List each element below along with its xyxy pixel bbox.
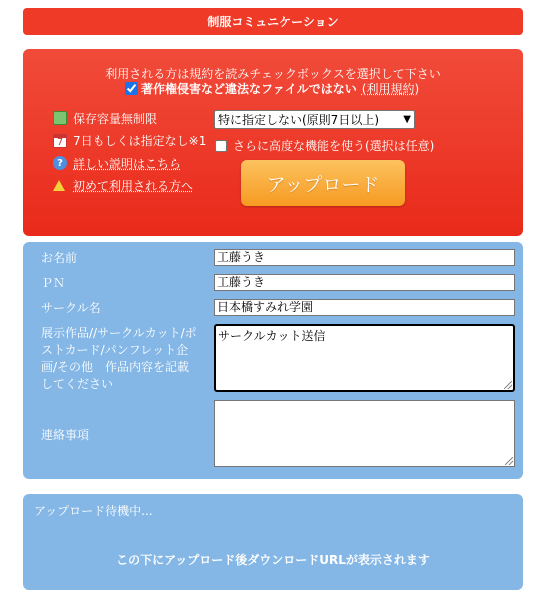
disk-icon	[53, 111, 67, 125]
agree-checkbox[interactable]	[125, 82, 138, 95]
feature-links	[53, 107, 228, 197]
details-link[interactable]: 詳しい説明はこちら	[73, 156, 182, 171]
advanced-checkbox[interactable]	[215, 140, 227, 152]
terms-link[interactable]: (利用規約)	[361, 82, 420, 96]
name-label: お名前	[41, 251, 78, 265]
chevron-down-icon: ▼	[403, 114, 411, 125]
name-input[interactable]: 工藤うき	[214, 249, 515, 266]
upload-status: アップロード待機中...	[34, 504, 153, 518]
retention-period-select[interactable]	[214, 110, 415, 129]
resize-grip[interactable]	[504, 381, 512, 389]
page-title: 制服コミュニケーション	[23, 8, 523, 35]
advanced-options-row	[215, 137, 434, 154]
agree-row	[125, 80, 419, 97]
download-url-note: この下にアップロード後ダウンロードURLが表示されます	[116, 553, 430, 567]
first-time-link-row[interactable]	[53, 175, 228, 198]
terms-notice: 利用される方は規約を読みチェックボックスを選択して下さい	[105, 67, 441, 81]
retention-label: 7日もしくは指定なし※1	[73, 134, 207, 149]
resize-grip[interactable]	[505, 457, 513, 465]
contact-label: 連絡事項	[41, 428, 90, 442]
works-label: 展示作品//サークルカット/ポストカード/パンフレット企画/その他 作品内容を記載してください	[41, 326, 197, 391]
details-link-row[interactable]	[53, 152, 228, 175]
storage-info	[53, 107, 228, 130]
upload-button[interactable]: アップロード	[241, 160, 405, 206]
upload-status-panel	[23, 494, 523, 590]
contact-textarea[interactable]	[214, 400, 515, 467]
advanced-label[interactable]: さらに高度な機能を使う(選択は任意)	[233, 139, 435, 153]
retention-info	[53, 130, 228, 153]
works-textarea[interactable]	[214, 324, 515, 392]
circle-label: サークル名	[41, 301, 101, 315]
works-value: サークルカット送信	[218, 329, 326, 343]
upload-panel	[23, 49, 523, 236]
circle-input[interactable]: 日本橋すみれ学園	[214, 299, 515, 316]
first-time-link[interactable]: 初めて利用される方へ	[73, 179, 194, 194]
calendar-icon: 7	[53, 134, 67, 148]
agree-label[interactable]: 著作権侵害など違法なファイルではない	[141, 82, 357, 96]
retention-period-value: 特に指定しない(原則7日以上)	[218, 113, 379, 127]
storage-label: 保存容量無制限	[73, 111, 158, 126]
pn-input[interactable]: 工藤うき	[214, 274, 515, 291]
pn-label: ＰＮ	[41, 276, 66, 290]
help-icon: ?	[53, 156, 67, 170]
submission-form	[23, 242, 523, 479]
warning-icon	[53, 180, 65, 191]
